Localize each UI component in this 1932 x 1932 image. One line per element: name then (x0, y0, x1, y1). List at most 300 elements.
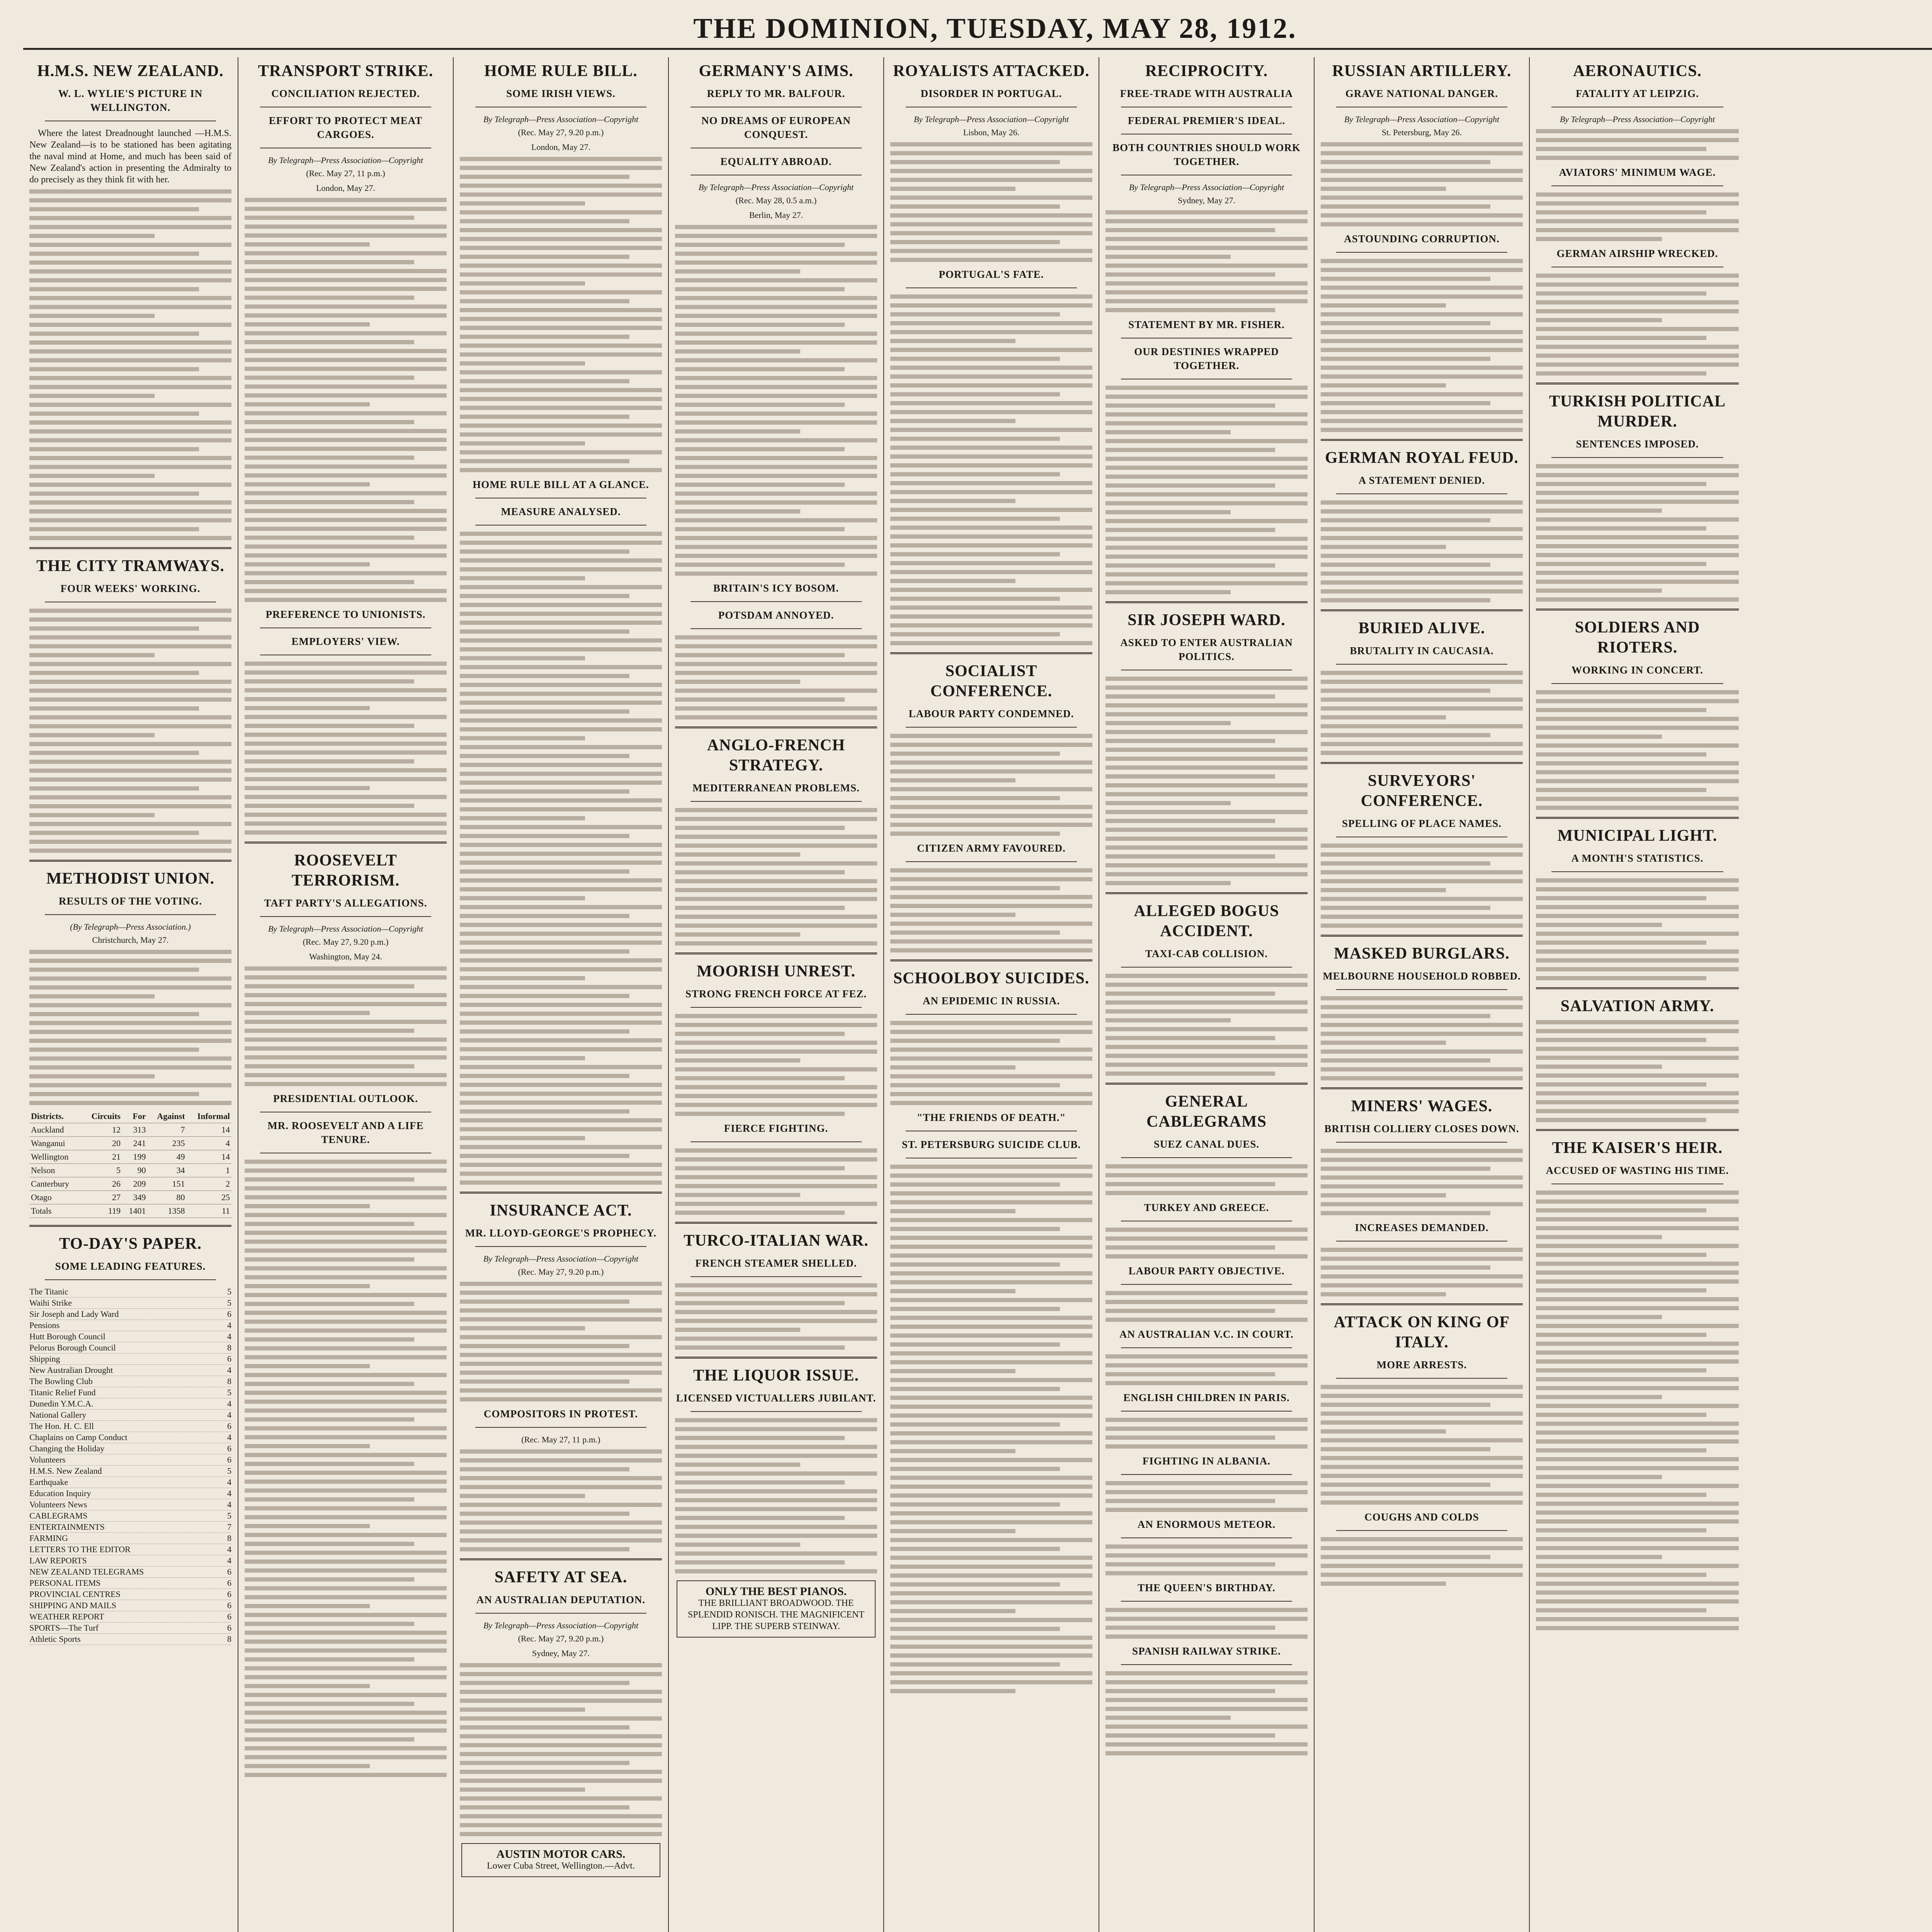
text-line (29, 733, 155, 737)
text-line (675, 403, 845, 407)
feature-item (29, 1589, 231, 1600)
text-line (245, 670, 447, 675)
text-line (890, 1520, 1092, 1524)
text-line (245, 1497, 414, 1502)
byline: By Telegraph—Press Association—Copyright (1560, 114, 1715, 124)
text-line (245, 1337, 414, 1342)
text-line (29, 527, 199, 531)
article-body (460, 532, 662, 1185)
text-line (1536, 192, 1739, 197)
text-line (245, 1240, 447, 1244)
headline: H.M.S. NEW ZEALAND. (37, 62, 224, 80)
subheadline: MR. ROOSEVELT AND A LIFE TENURE. (267, 1120, 424, 1145)
text-line (890, 526, 1092, 530)
text-line (460, 255, 629, 259)
table-cell: 119 (82, 1204, 122, 1218)
text-line (460, 1672, 662, 1676)
text-line (460, 958, 662, 963)
text-line (29, 403, 231, 407)
table-cell: 151 (148, 1177, 187, 1191)
text-line (1536, 491, 1739, 495)
feature-item (29, 1454, 231, 1466)
text-line (460, 567, 662, 571)
text-line (890, 1600, 1092, 1604)
text-line (1105, 712, 1308, 716)
feature-title: CABLEGRAMS (29, 1511, 88, 1520)
text-line (1536, 201, 1739, 206)
headline: MUNICIPAL LIGHT. (1557, 827, 1718, 845)
text-line (29, 976, 231, 981)
text-line (1105, 1427, 1308, 1431)
text-line (1105, 801, 1231, 805)
text-line (675, 635, 877, 639)
text-line (890, 787, 1092, 791)
feature-item (29, 1566, 231, 1578)
text-line (460, 1163, 662, 1167)
text-line (675, 1112, 845, 1116)
feature-item (29, 1499, 231, 1510)
article-body (1105, 974, 1308, 1076)
text-line (1321, 1149, 1523, 1153)
text-line (675, 835, 877, 839)
text-line (1536, 362, 1739, 367)
text-line (245, 207, 447, 211)
text-line (245, 1702, 414, 1706)
text-line (890, 339, 1015, 343)
feature-item (29, 1510, 231, 1522)
text-line (1105, 590, 1231, 594)
text-line (890, 561, 1092, 565)
text-line (890, 1378, 1092, 1382)
text-line (675, 1436, 845, 1440)
text-line (245, 1693, 447, 1697)
text-line (460, 290, 662, 294)
short-rule (1336, 1530, 1507, 1531)
table-cell: Otago (29, 1191, 82, 1204)
headline: MOORISH UNREST. (697, 963, 855, 980)
text-line (245, 536, 414, 540)
section-divider (1321, 609, 1523, 611)
text-line (1105, 519, 1308, 523)
text-line (890, 823, 1092, 827)
text-line (1321, 545, 1446, 549)
byline: By Telegraph—Press Association—Copyright (1129, 182, 1284, 192)
text-line (890, 1636, 1092, 1640)
text-line (675, 412, 877, 416)
subheadline: BOTH COUNTRIES SHOULD WORK TOGETHER. (1112, 142, 1301, 167)
text-line (1536, 1226, 1739, 1230)
text-line (1321, 518, 1490, 522)
text-line (1321, 923, 1523, 928)
text-line (1321, 1447, 1490, 1451)
feature-page: 4 (227, 1544, 231, 1554)
text-line (460, 1388, 662, 1393)
subheadline: STATEMENT BY MR. FISHER. (1128, 319, 1285, 330)
text-line (460, 949, 629, 954)
feature-title: Earthquake (29, 1477, 68, 1487)
subheadline: A STATEMENT DENIED. (1358, 474, 1485, 486)
text-line (1536, 129, 1739, 133)
text-line (460, 914, 629, 918)
text-line (1105, 872, 1308, 876)
headline: AERONAUTICS. (1573, 62, 1702, 80)
features-list (29, 1286, 231, 1645)
text-line (1105, 1742, 1308, 1747)
text-line (890, 446, 1092, 450)
text-line (675, 358, 877, 362)
text-line (890, 1529, 1015, 1533)
section-divider (675, 952, 877, 954)
text-line (245, 1773, 447, 1777)
text-line (1536, 500, 1739, 504)
text-line (29, 985, 231, 990)
text-line (245, 1613, 447, 1617)
article-body (1105, 1418, 1308, 1449)
text-line (890, 886, 1060, 890)
text-line (675, 340, 877, 345)
article-body (1105, 677, 1308, 885)
section-divider (1105, 601, 1308, 603)
text-line (245, 447, 447, 451)
byline: By Telegraph—Press Association—Copyright (913, 114, 1069, 124)
text-line (675, 367, 845, 371)
place-dateline: Sydney, May 27. (1178, 196, 1235, 205)
table-header: For (122, 1110, 148, 1123)
text-line (1536, 1262, 1739, 1266)
text-line (675, 844, 877, 848)
text-line (29, 394, 155, 398)
text-line (890, 1485, 1092, 1489)
text-line (245, 553, 447, 558)
subheadline: MELBOURNE HOUSEHOLD ROBBED. (1323, 970, 1521, 982)
text-line (1536, 1118, 1706, 1122)
text-line (675, 1094, 877, 1098)
text-line (675, 1103, 877, 1107)
text-line (890, 1449, 1015, 1453)
headline: THE CITY TRAMWAYS. (36, 557, 224, 575)
text-line (890, 1253, 1092, 1258)
table-row (29, 1137, 231, 1150)
text-line (890, 187, 1015, 191)
text-line (1105, 1444, 1308, 1449)
text-line (29, 216, 231, 220)
text-line (460, 175, 629, 179)
table-row (29, 1150, 231, 1164)
text-line (460, 656, 585, 660)
text-line (29, 706, 199, 711)
text-line (675, 706, 877, 711)
feature-page: 8 (227, 1533, 231, 1543)
text-line (29, 653, 155, 657)
text-line (245, 216, 414, 220)
text-line (245, 1568, 447, 1573)
text-line (1321, 1067, 1523, 1071)
table-cell: 26 (82, 1177, 122, 1191)
text-line (460, 834, 629, 838)
text-line (890, 1245, 1092, 1249)
text-line (1536, 517, 1739, 522)
text-line (1105, 819, 1275, 823)
text-line (675, 1310, 877, 1314)
text-line (1321, 1292, 1446, 1296)
text-line (460, 1449, 662, 1454)
text-line (29, 198, 231, 202)
article-body (675, 225, 877, 576)
text-line (1536, 905, 1739, 909)
table-header: Circuits (82, 1110, 122, 1123)
text-line (29, 742, 231, 746)
text-line (245, 742, 447, 746)
article-body (1105, 1354, 1308, 1385)
text-line (460, 192, 662, 197)
text-line (1536, 1047, 1739, 1051)
text-line (245, 313, 447, 318)
text-line (1105, 448, 1275, 452)
text-line (1105, 1000, 1308, 1005)
text-line (460, 843, 662, 847)
text-line (245, 260, 414, 264)
text-line (675, 465, 877, 469)
text-line (1105, 546, 1308, 550)
text-line (1536, 1430, 1739, 1435)
table-cell: 1358 (148, 1204, 187, 1218)
short-rule (1336, 1142, 1507, 1143)
text-line (1536, 1386, 1739, 1390)
text-line (1321, 1474, 1523, 1478)
text-line (1536, 1413, 1706, 1417)
feature-page: 4 (227, 1365, 231, 1375)
text-line (245, 402, 370, 406)
text-line (890, 1325, 1092, 1329)
text-line (1536, 1484, 1739, 1488)
text-line (245, 795, 447, 799)
text-line (29, 697, 231, 702)
feature-page: 5 (227, 1298, 231, 1308)
headline: MINERS' WAGES. (1351, 1097, 1493, 1115)
text-line (1321, 844, 1523, 848)
feature-item (29, 1320, 231, 1331)
text-line (29, 831, 199, 835)
text-line (890, 1039, 1060, 1043)
feature-page: 4 (227, 1488, 231, 1498)
text-line (460, 432, 662, 437)
text-line (460, 647, 662, 651)
text-line (890, 472, 1060, 476)
text-line (1321, 1193, 1446, 1197)
text-line (29, 662, 231, 666)
article-body (675, 1148, 877, 1215)
text-line (460, 335, 629, 339)
text-line (675, 1516, 845, 1520)
text-line (1536, 1510, 1739, 1515)
text-line (1321, 1014, 1490, 1018)
text-line (460, 976, 585, 980)
text-line (245, 688, 447, 692)
headline: SOLDIERS AND RIOTERS. (1575, 619, 1700, 656)
short-rule (475, 1613, 646, 1614)
text-line (460, 1172, 662, 1176)
text-line (460, 1823, 662, 1827)
text-line (460, 361, 585, 366)
text-line (245, 598, 447, 602)
feature-title: LETTERS TO THE EDITOR (29, 1544, 131, 1554)
text-line (1536, 274, 1739, 278)
text-line (890, 734, 1092, 738)
text-line (1105, 783, 1308, 787)
subheadline: PREFERENCE TO UNIONISTS. (265, 609, 426, 620)
place-dateline: London, May 27. (316, 183, 375, 193)
feature-item (29, 1622, 231, 1634)
text-line (29, 536, 231, 540)
table-row (29, 1177, 231, 1191)
text-line (1321, 733, 1490, 737)
feature-page: 6 (227, 1455, 231, 1464)
feature-page: 4 (227, 1477, 231, 1487)
text-line (675, 483, 845, 487)
text-line (1321, 142, 1523, 146)
text-line (890, 357, 1060, 361)
text-line (1321, 1403, 1490, 1407)
text-line (460, 1770, 662, 1774)
text-line (890, 1271, 1092, 1276)
text-line (245, 1213, 447, 1217)
short-rule (690, 1276, 862, 1277)
dateline: (Rec. May 27, 9.20 p.m.) (518, 128, 604, 137)
ad-title: ONLY THE BEST PIANOS. (705, 1585, 847, 1598)
table-cell: 7 (148, 1123, 187, 1137)
text-line (890, 348, 1092, 352)
text-line (1321, 1500, 1523, 1505)
text-line (1321, 1465, 1523, 1469)
text-line (675, 861, 877, 866)
text-line (1321, 357, 1490, 361)
text-line (1536, 1020, 1739, 1024)
article-body (1105, 1291, 1308, 1322)
text-line (1105, 1698, 1308, 1702)
text-line (890, 760, 1092, 765)
text-line (460, 388, 662, 392)
text-line (1105, 1318, 1308, 1322)
feature-title: The Titanic (29, 1287, 68, 1296)
text-line (1321, 671, 1523, 675)
text-line (1321, 383, 1446, 388)
text-line (1105, 748, 1308, 752)
text-line (245, 1426, 447, 1430)
text-line (1536, 1244, 1739, 1248)
text-line (29, 671, 199, 675)
text-line (245, 786, 370, 790)
text-line (460, 1761, 629, 1765)
text-line (675, 1569, 877, 1573)
subheadline: FIERCE FIGHTING. (724, 1122, 828, 1134)
text-line (890, 1056, 1092, 1061)
byline: By Telegraph—Press Association—Copyright (698, 182, 854, 192)
text-line (1321, 321, 1490, 325)
text-line (1105, 528, 1275, 532)
text-line (1536, 743, 1739, 748)
text-line (890, 1645, 1092, 1649)
table-cell: 14 (187, 1123, 231, 1137)
text-line (890, 321, 1092, 325)
text-line (1536, 1590, 1739, 1595)
feature-title: The Hon. H. C. Ell (29, 1421, 94, 1431)
headline: SOCIALIST CONFERENCE. (930, 662, 1053, 700)
text-line (1536, 1359, 1739, 1364)
text-line (29, 492, 199, 496)
text-line (890, 1591, 1092, 1595)
text-line (460, 281, 585, 286)
text-line (1321, 870, 1523, 874)
text-line (1321, 509, 1523, 514)
text-line (890, 868, 1092, 872)
text-line (1536, 526, 1706, 531)
text-line (460, 1779, 662, 1783)
text-line (1536, 1599, 1739, 1604)
article-body (460, 1663, 662, 1836)
text-line (890, 1092, 1092, 1096)
text-line (460, 754, 629, 758)
text-line (460, 264, 662, 268)
subheadline: SUEZ CANAL DUES. (1153, 1138, 1260, 1150)
article-body (675, 635, 877, 719)
article-body (1536, 878, 1739, 980)
text-line (1536, 770, 1739, 774)
text-line (1536, 219, 1739, 223)
text-line (29, 1101, 231, 1105)
text-line (890, 481, 1092, 485)
text-line (890, 1547, 1060, 1551)
text-line (245, 1064, 414, 1068)
text-line (675, 1445, 877, 1449)
text-line (460, 594, 629, 598)
short-rule (1121, 1347, 1292, 1348)
text-line (460, 852, 662, 856)
text-line (890, 641, 1092, 645)
text-line (675, 1166, 845, 1170)
text-line (890, 1422, 1060, 1427)
section-divider (1536, 1129, 1739, 1131)
text-line (675, 234, 877, 238)
text-line (460, 166, 662, 170)
subheadline: MORE ARRESTS. (1376, 1359, 1467, 1371)
text-line (1105, 466, 1308, 470)
article-body (1321, 259, 1523, 432)
text-line (245, 679, 414, 684)
text-line (1105, 386, 1308, 390)
text-line (890, 160, 1060, 164)
text-line (890, 374, 1092, 379)
text-line (245, 1204, 370, 1208)
text-line (1105, 1725, 1308, 1729)
text-line (245, 1177, 414, 1182)
text-line (890, 1262, 1060, 1267)
short-rule (1336, 1378, 1507, 1379)
text-line (1321, 374, 1523, 379)
text-line (245, 1560, 447, 1564)
column-6 (1099, 57, 1315, 1932)
text-line (675, 932, 800, 937)
text-line (890, 1191, 1092, 1196)
text-line (1536, 1270, 1739, 1275)
feature-page: 8 (227, 1376, 231, 1386)
text-line (890, 1413, 1092, 1418)
text-line (460, 397, 662, 401)
feature-page: 4 (227, 1432, 231, 1442)
text-line (1536, 588, 1662, 593)
short-rule (1121, 1157, 1292, 1158)
text-line (29, 500, 231, 505)
text-line (1536, 958, 1739, 963)
